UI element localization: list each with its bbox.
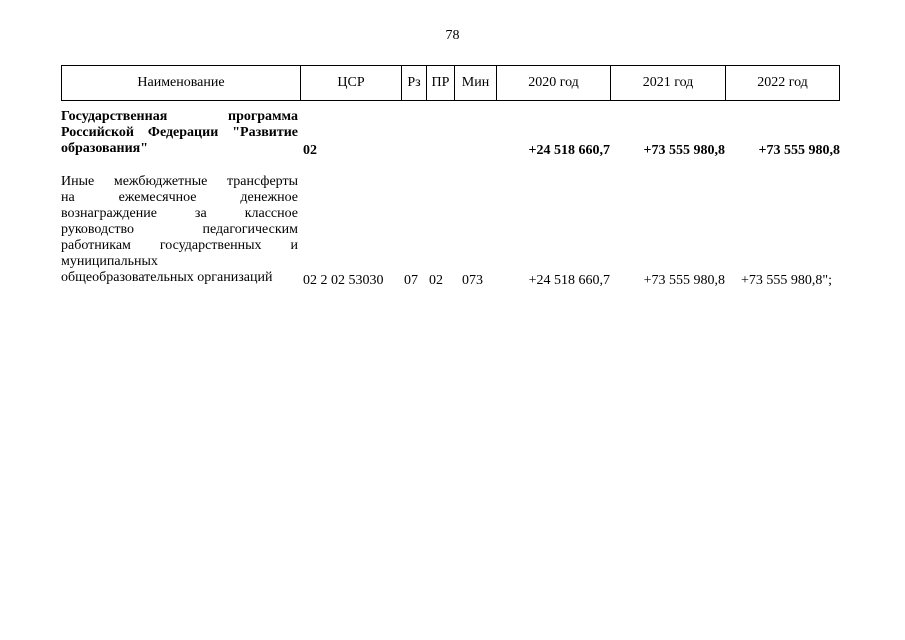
row-csr: 02 2 02 53030 <box>303 273 384 288</box>
row-name-line: муниципальных <box>61 254 158 269</box>
row-name-line: Иные межбюджетные трансферты <box>61 174 298 189</box>
header-pr: ПР <box>426 66 454 100</box>
row-pr: 02 <box>429 273 443 288</box>
row-name <box>61 109 298 157</box>
row-2022: +73 555 980,8 <box>758 143 840 158</box>
row-name-line: образования" <box>61 141 149 156</box>
header-csr: ЦСР <box>300 66 401 100</box>
row-2020: +24 518 660,7 <box>528 273 610 288</box>
header-2021: 2021 год <box>610 66 725 100</box>
row-name-line: работникам государственных и <box>61 238 298 253</box>
table-header-row <box>61 65 840 101</box>
row-name-line: Государственная программа <box>61 109 298 124</box>
row-2021: +73 555 980,8 <box>643 143 725 158</box>
table-row <box>61 109 840 159</box>
row-name-line: общеобразовательных организаций <box>61 270 273 285</box>
row-min: 073 <box>462 273 483 288</box>
row-2020: +24 518 660,7 <box>528 143 610 158</box>
header-2020: 2020 год <box>496 66 610 100</box>
header-2022: 2022 год <box>725 66 839 100</box>
row-csr: 02 <box>303 143 317 158</box>
row-name <box>61 174 298 286</box>
header-min: Мин <box>454 66 496 100</box>
header-rz: Рз <box>401 66 426 100</box>
header-name: Наименование <box>137 75 225 90</box>
page-number: 78 <box>445 28 460 43</box>
row-name-line: руководство педагогическим <box>61 222 298 237</box>
row-name-line: вознаграждение за классное <box>61 206 298 221</box>
row-2021: +73 555 980,8 <box>643 273 725 288</box>
row-name-line: на ежемесячное денежное <box>61 190 298 205</box>
budget-table <box>61 65 840 288</box>
row-name-line: Российской Федерации "Развитие <box>61 125 298 140</box>
row-2022: +73 555 980,8"; <box>741 273 832 288</box>
table-row <box>61 174 840 289</box>
row-rz: 07 <box>404 273 418 288</box>
